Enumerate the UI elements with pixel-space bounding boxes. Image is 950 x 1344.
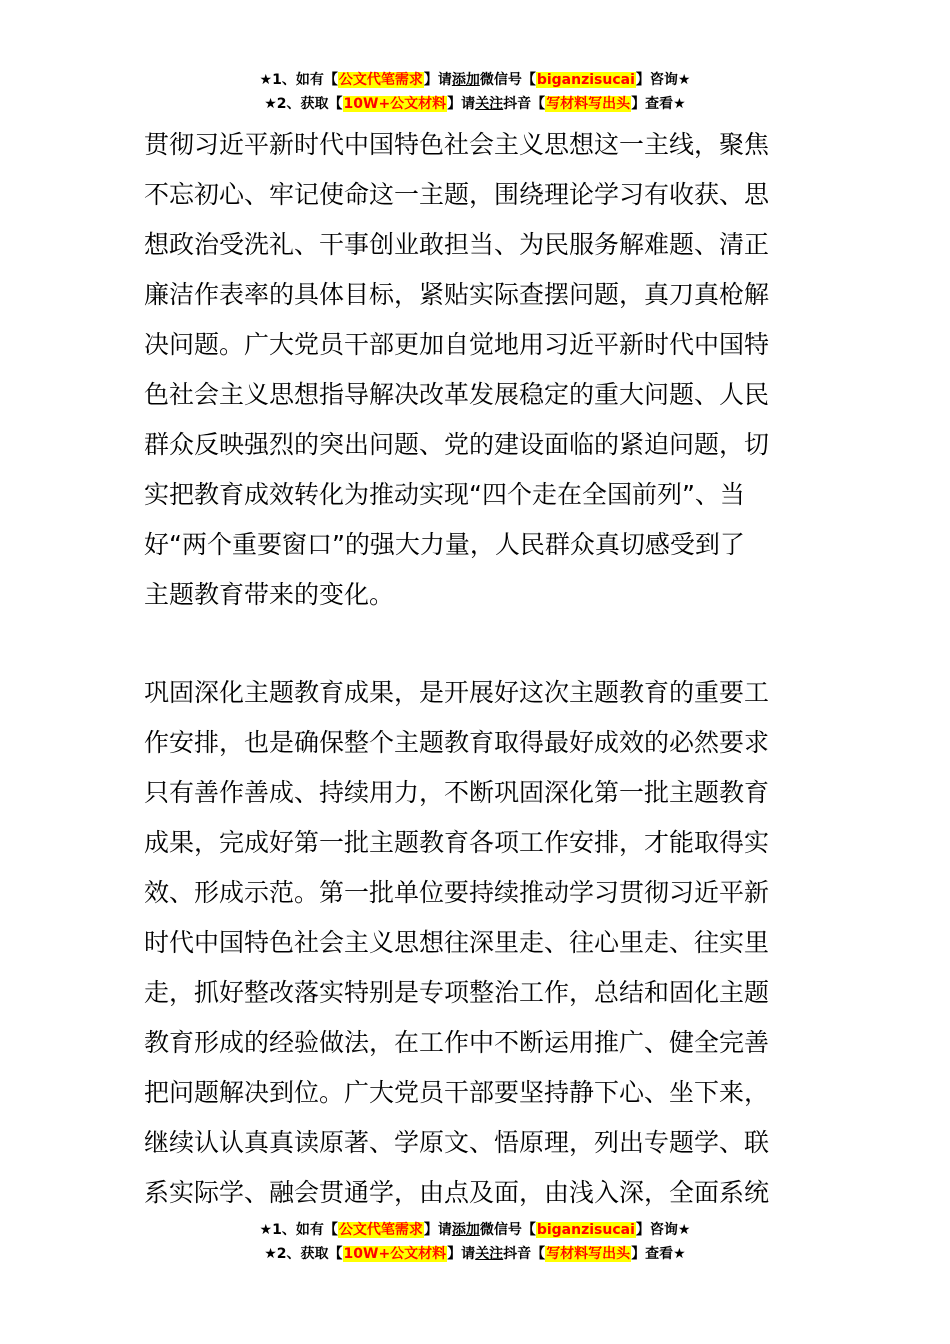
banner-text: ★1、如有【 bbox=[259, 72, 338, 88]
banner-text: ★2、获取【 bbox=[264, 96, 343, 112]
banner-text: 】请 bbox=[423, 1222, 452, 1238]
header-banner bbox=[0, 68, 950, 116]
highlight-materials: 10W+公文材料 bbox=[343, 1246, 447, 1262]
body-paragraph-1 bbox=[144, 120, 806, 620]
highlight-service: 公文代笔需求 bbox=[338, 1222, 423, 1238]
text-line: 贯彻习近平新时代中国特色社会主义思想这一主线，聚焦 bbox=[144, 130, 770, 159]
highlight-service: 公文代笔需求 bbox=[338, 72, 423, 88]
banner-text: 微信号【 bbox=[479, 72, 536, 88]
banner-text: 抖音【 bbox=[503, 96, 546, 112]
banner-line-1 bbox=[0, 68, 950, 92]
text-line: 教育形成的经验做法，在工作中不断运用推广、健全完善 bbox=[144, 1028, 770, 1057]
text-line: 实把教育成效转化为推动实现“四个走在全国前列”、当 bbox=[144, 480, 745, 509]
text-line: 决问题。广大党员干部更加自觉地用习近平新时代中国特 bbox=[144, 330, 770, 359]
banner-line-2 bbox=[0, 92, 950, 116]
banner-text: ★2、获取【 bbox=[264, 1246, 343, 1262]
text-line: 时代中国特色社会主义思想往深里走、往心里走、往实里 bbox=[144, 928, 770, 957]
text-line: 成果，完成好第一批主题教育各项工作安排，才能取得实 bbox=[144, 828, 770, 857]
banner-text: ★1、如有【 bbox=[259, 1222, 338, 1238]
highlight-douyin-account: 写材料写出头 bbox=[546, 96, 631, 112]
text-line: 走，抓好整改落实特别是专项整治工作，总结和固化主题 bbox=[144, 978, 770, 1007]
banner-line-1 bbox=[0, 1218, 950, 1242]
banner-text: 】请 bbox=[423, 72, 452, 88]
highlight-materials: 10W+公文材料 bbox=[343, 96, 447, 112]
text-line: 只有善作善成、持续用力，不断巩固深化第一批主题教育 bbox=[144, 778, 770, 807]
text-line: 想政治受洗礼、干事创业敢担当、为民服务解难题、清正 bbox=[144, 230, 770, 259]
banner-text: 】查看★ bbox=[631, 1246, 686, 1262]
text-line: 群众反映强烈的突出问题、党的建设面临的紧迫问题，切 bbox=[144, 430, 770, 459]
text-line: 主题教育带来的变化。 bbox=[144, 580, 395, 609]
footer-banner bbox=[0, 1218, 950, 1266]
banner-text: 】查看★ bbox=[631, 96, 686, 112]
text-line: 好“两个重要窗口”的强大力量，人民群众真切感受到了 bbox=[144, 530, 745, 559]
banner-text: 】请 bbox=[447, 1246, 476, 1262]
banner-text: 】咨询★ bbox=[635, 72, 691, 88]
text-line: 作安排，也是确保整个主题教育取得最好成效的必然要求 bbox=[144, 728, 770, 757]
text-line: 廉洁作表率的具体目标，紧贴实际查摆问题，真刀真枪解 bbox=[144, 280, 770, 309]
banner-line-2 bbox=[0, 1242, 950, 1266]
underlined-text: 关注 bbox=[475, 96, 504, 112]
banner-text: 抖音【 bbox=[503, 1246, 546, 1262]
text-line: 巩固深化主题教育成果，是开展好这次主题教育的重要工 bbox=[144, 678, 770, 707]
highlight-wechat-id: biganzisucai bbox=[536, 72, 635, 88]
text-line: 效、形成示范。第一批单位要持续推动学习贯彻习近平新 bbox=[144, 878, 770, 907]
banner-text: 】咨询★ bbox=[635, 1222, 691, 1238]
text-line: 把问题解决到位。广大党员干部要坚持静下心、坐下来， bbox=[144, 1078, 770, 1107]
text-line: 继续认认真真读原著、学原文、悟原理，列出专题学、联 bbox=[144, 1128, 770, 1157]
body-paragraph-2 bbox=[144, 668, 806, 1218]
underlined-text: 关注 bbox=[475, 1246, 504, 1262]
banner-text: 微信号【 bbox=[479, 1222, 536, 1238]
underlined-text: 添加 bbox=[451, 1222, 480, 1238]
text-line: 系实际学、融会贯通学，由点及面，由浅入深，全面系统 bbox=[144, 1178, 770, 1207]
text-line: 不忘初心、牢记使命这一主题，围绕理论学习有收获、思 bbox=[144, 180, 770, 209]
underlined-text: 添加 bbox=[451, 72, 480, 88]
text-line: 色社会主义思想指导解决改革发展稳定的重大问题、人民 bbox=[144, 380, 770, 409]
banner-text: 】请 bbox=[447, 96, 476, 112]
highlight-wechat-id: biganzisucai bbox=[536, 1222, 635, 1238]
highlight-douyin-account: 写材料写出头 bbox=[546, 1246, 631, 1262]
